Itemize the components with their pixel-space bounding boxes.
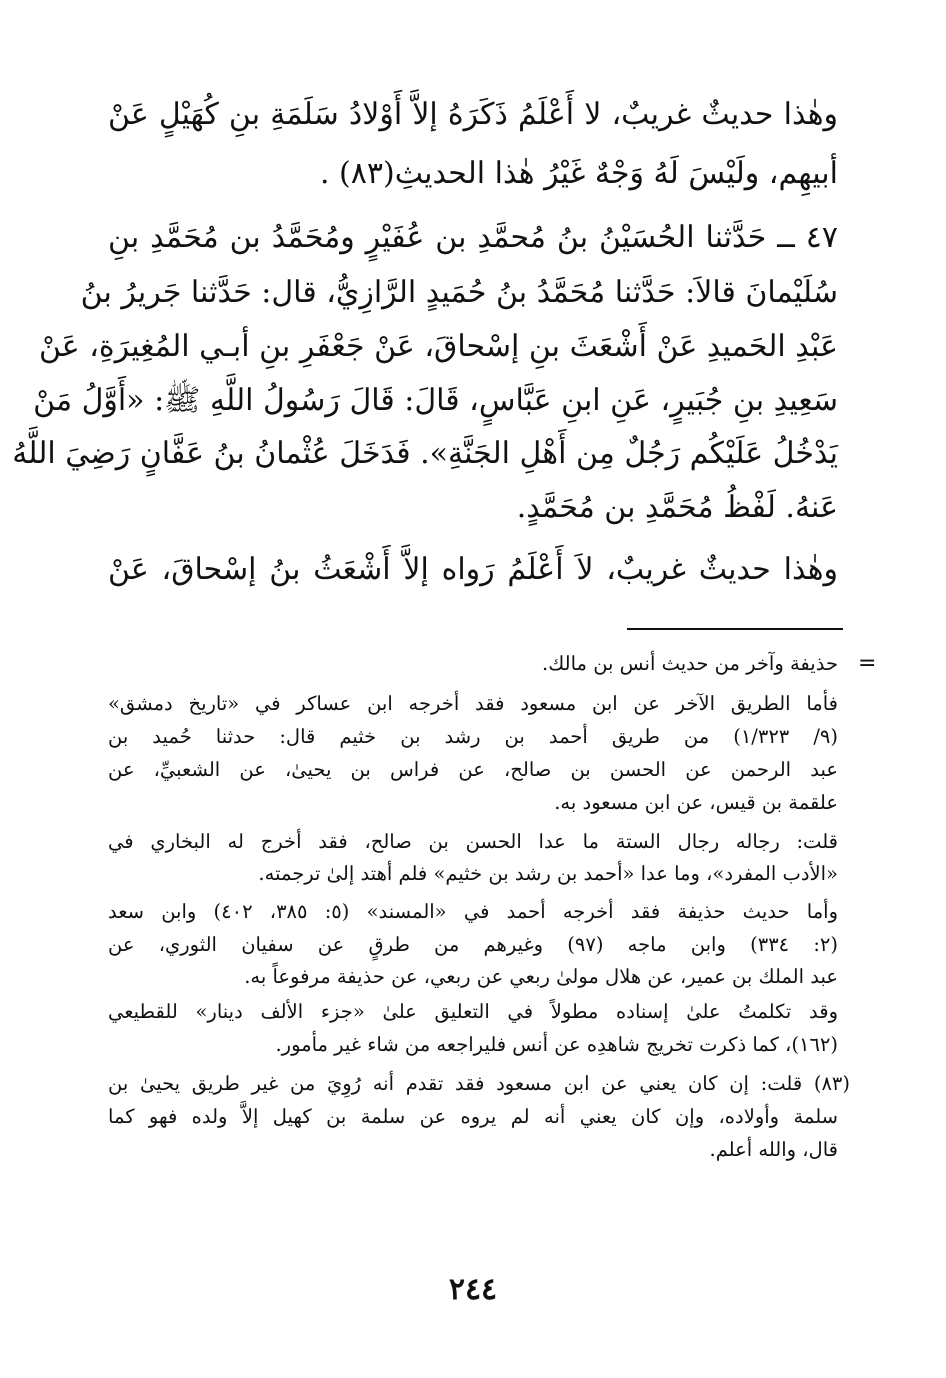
main-text-line: وهٰذا حديثٌ غريبٌ، لاَ أَعْلَمُ رَواه إلاَّ أَشْعَثُ بنُ إسْحاقَ، عَنْ (108, 552, 838, 587)
footnote-line: (٨٣) قلت: إن كان يعني عن ابن مسعود فقد تقدم أنه رُوِيَ من غير طريق يحيىٰ بن (108, 1072, 850, 1095)
footnote-line: وأما حديث حذيفة فقد أخرجه أحمد في «المسند» (٥: ٣٨٥، ٤٠٢) وابن سعد (108, 900, 838, 923)
footnote-line: علقمة بن قيس، عن ابن مسعود به. (554, 791, 838, 814)
main-text-line: عَنهُ. لَفْظُ مُحَمَّدِ بن مُحَمَّدٍ. (516, 490, 838, 525)
footnote-line: «الأدب المفرد»، وما عدا «أحمد بن رشد بن خثيم» فلم أهتد إلىٰ ترجمته. (258, 862, 838, 885)
footnote-separator (627, 628, 843, 630)
main-text-line: عَبْدِ الحَميدِ عَنْ أَشْعَثَ بنِ إسْحاقَ، عَنْ جَعْفَرِ بنِ أبـي المُغِيرَةِ، عَنْ (38, 329, 838, 364)
main-text-line: وهٰذا حديثٌ غريبٌ، لا أَعْلَمُ ذَكَرَهُ إلاَّ أَوْلادُ سَلَمَةِ بنِ كُهَيْلٍ عَنْ (108, 97, 838, 132)
footnote-line: سلمة وأولاده، وإن كان يعني أنه لم يروه عن سلمة بن كهيل إلاَّ ولده فهو كما (108, 1105, 838, 1128)
footnote-line: قلت: رجاله رجال الستة ما عدا الحسن بن صالح، فقد أخرج له البخاري في (108, 830, 838, 853)
footnote-line: (٢: ٣٣٤) وابن ماجه (٩٧) وغيرهم من طرقٍ عن سفيان الثوري، عن (108, 933, 839, 956)
main-text-line: ٤٧ ــ حَدَّثنا الحُسَيْنُ بنُ مُحمَّدِ بن عُفَيْرٍ ومُحَمَّدُ بن مُحَمَّدِ بنِ (108, 220, 838, 255)
page-number: ٢٤٤ (448, 1272, 498, 1307)
footnote-line: وقد تكلمتُ علىٰ إسناده مطولاً في التعليق علىٰ «جزء الألف دينار» للقطيعي (108, 1000, 838, 1023)
main-text-line: سَعِيدِ بنِ جُبَيرٍ، عَنِ ابنِ عَبَّاسٍ، قَالَ: قَالَ رَسُولُ اللَّهِ ﷺ: «أَوَّلُ مَنْ (33, 383, 838, 418)
main-text-line: أبيهِم، ولَيْسَ لَهُ وَجْهٌ غَيْرُ هٰذا الحديثِ(٨٣) . (319, 156, 838, 191)
footnote-line: (١٦٢)، كما ذكرت تخريج شاهدِه عن أنس فليراجعه من شاء غير مأمور. (275, 1033, 838, 1056)
continuation-mark: = (858, 651, 877, 676)
main-text-line: سُلَيْمانَ قالاَ: حَدَّثنا مُحَمَّدُ بنُ حُمَيدٍ الرَّازِيُّ، قال: حَدَّثنا جَريرُ بنُ (80, 275, 838, 310)
footnote-line: حذيفة وآخر من حديث أنس بن مالك. (542, 652, 838, 675)
footnote-line: فأما الطريق الآخر عن ابن مسعود فقد أخرجه ابن عساكر في «تاريخ دمشق» (108, 692, 838, 715)
footnote-line: (٩/ ١/٣٢٣) من طريق أحمد بن رشد بن خثيم قال: حدثنا حُميد بن (108, 725, 838, 748)
footnote-line: عبد الملك بن عمير، عن هلال مولىٰ ربعي عن ربعي، عن حذيفة مرفوعاً به. (244, 965, 838, 988)
footnote-line: قال، والله أعلم. (709, 1138, 838, 1161)
main-text-line: يَدْخُلُ عَلَيْكُم رَجُلٌ مِن أَهْلِ الجَنَّةِ». فَدَخَلَ عُثْمانُ بنُ عَفَّانٍ رَضِيَ اللَّهُ (12, 436, 838, 471)
footnote-line: عبد الرحمن عن الحسن بن صالح، عن فراس بن يحيىٰ، عن الشعبيِّ، عن (108, 758, 838, 781)
